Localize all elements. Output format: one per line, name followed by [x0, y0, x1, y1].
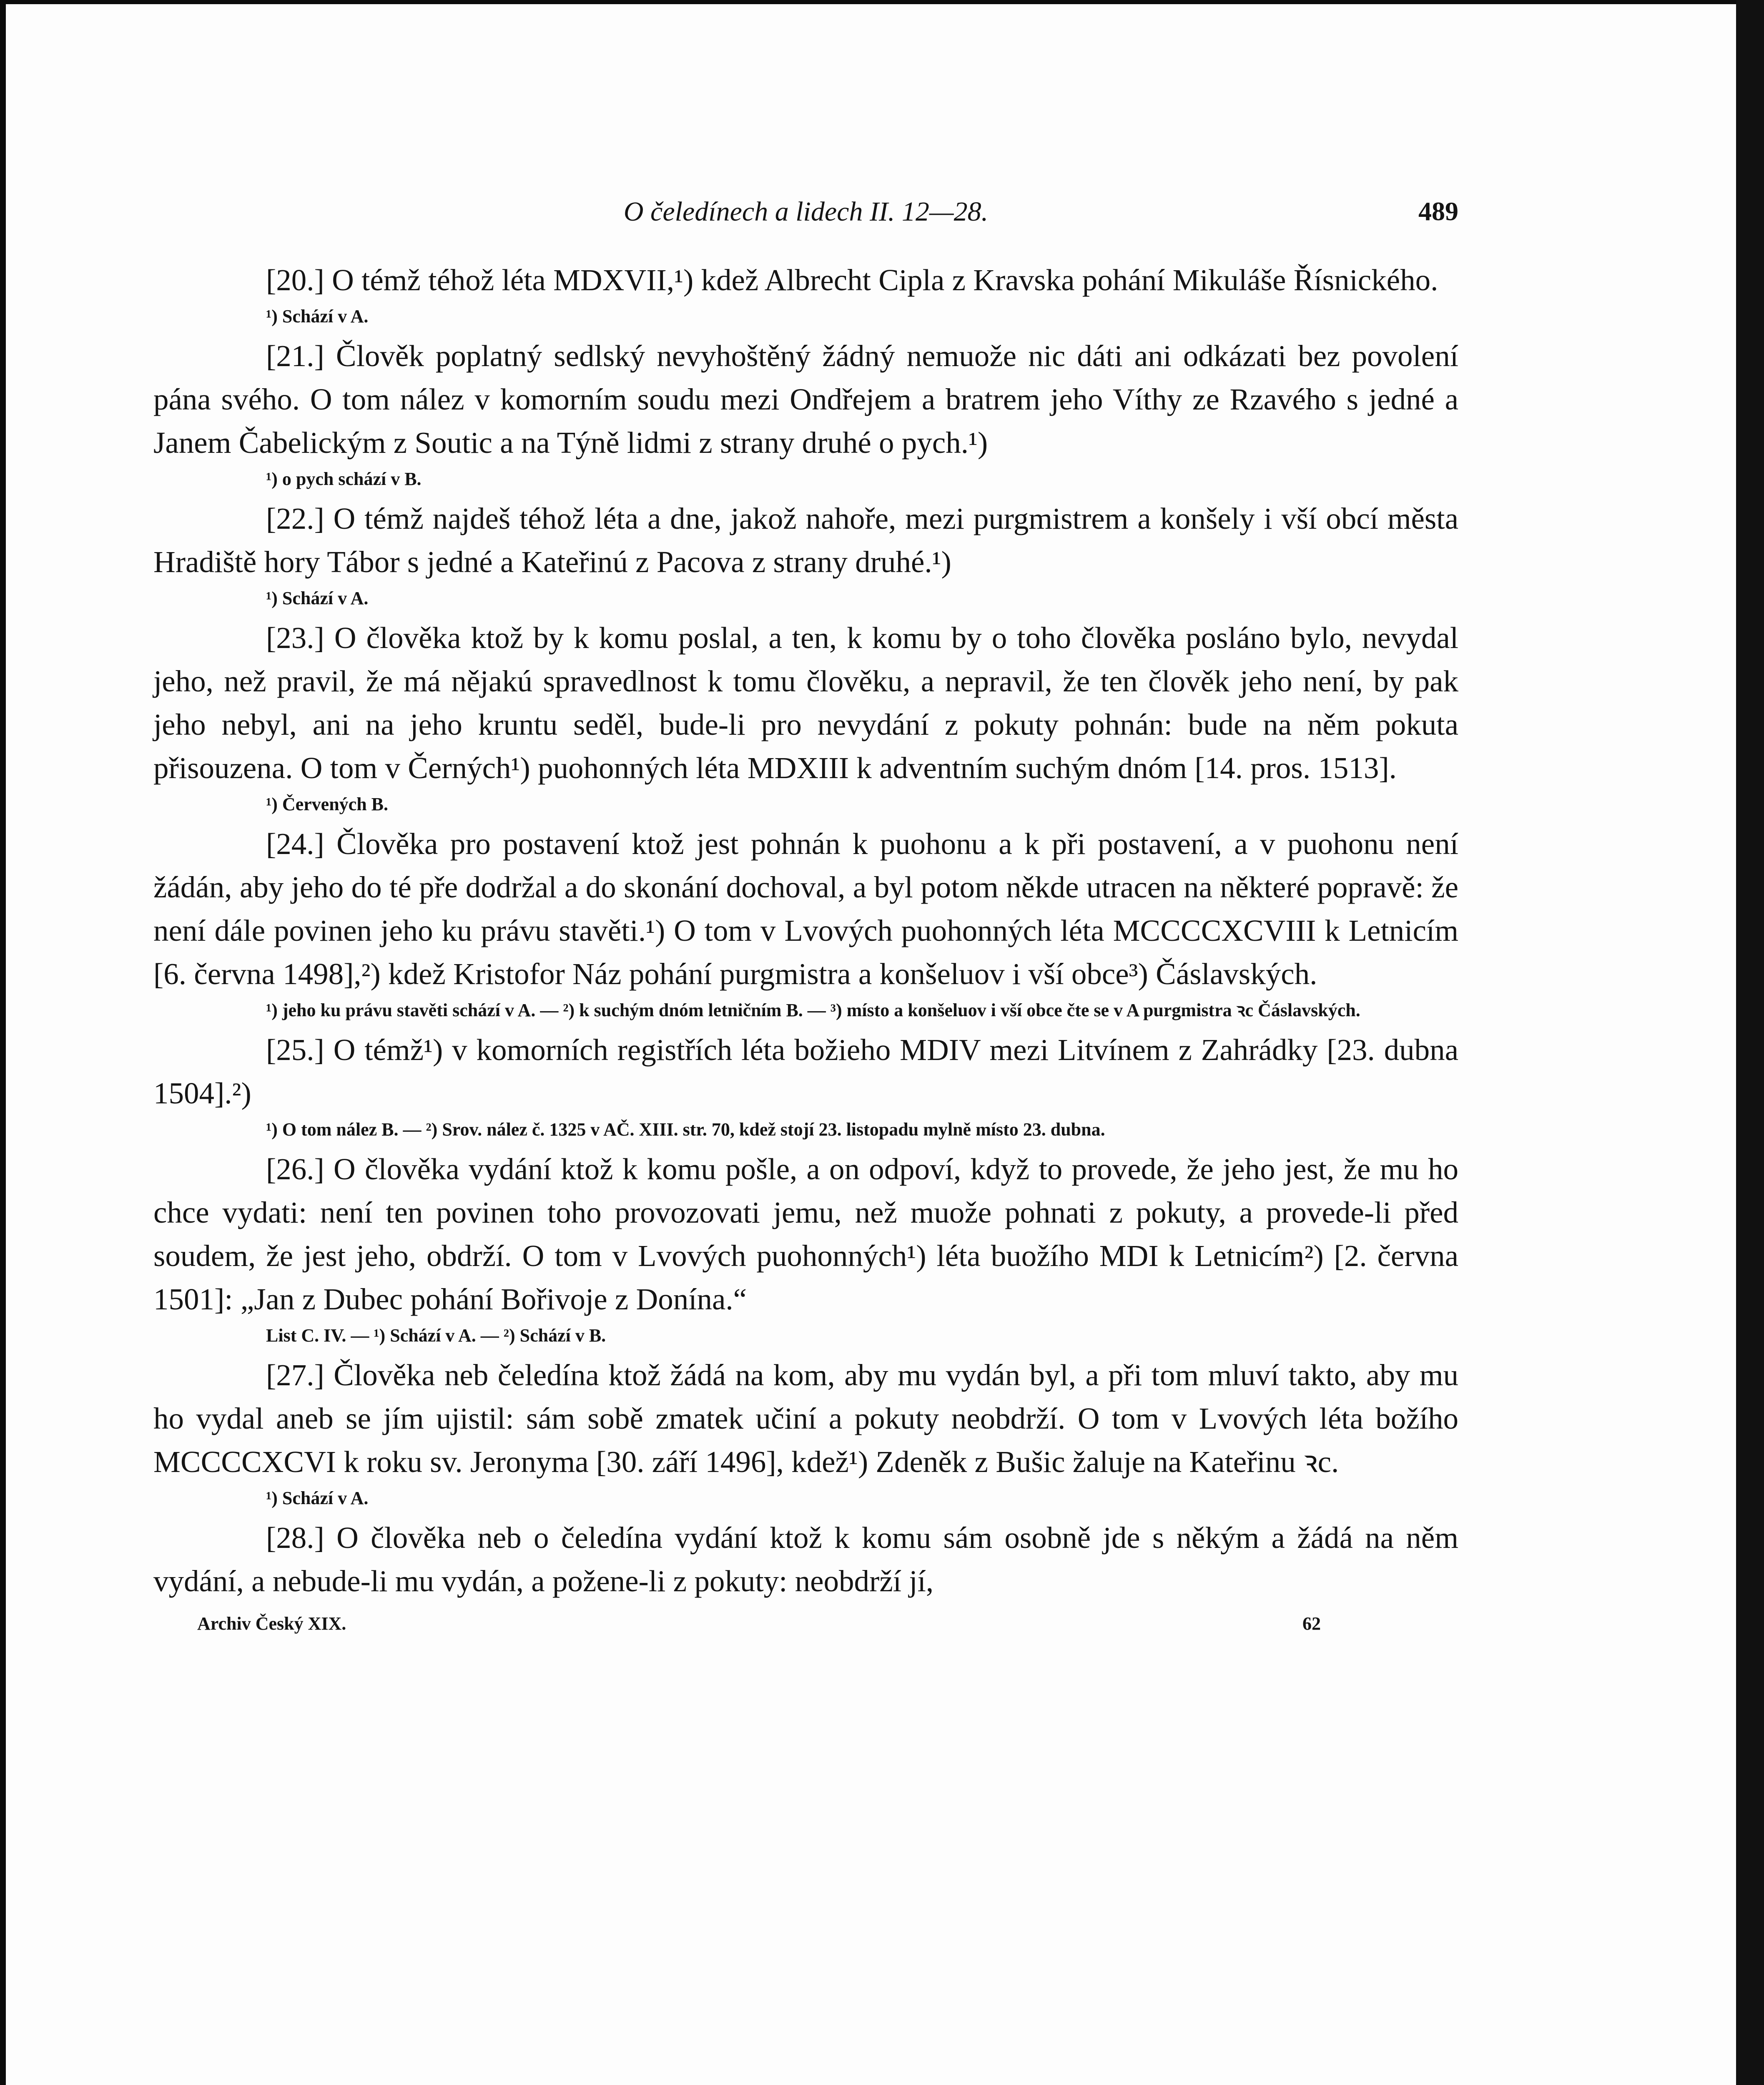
footnote: ¹) jeho ku právu stavěti schází v A. — ²) k suchým dnóm letničním B. — ³) místo a konšeluov i vší obce čte se v A purgmistra ꝛc Čáslavských. [266, 1000, 1360, 1020]
scan-edge [1736, 0, 1764, 2085]
running-title: O čeledínech a lidech II. 12—28. [623, 196, 989, 227]
section-26 [153, 1148, 1458, 1350]
section-20 [153, 259, 1458, 331]
footnote: ¹) Červených B. [266, 794, 389, 814]
section-24 [153, 822, 1458, 1025]
footnote: ¹) Schází v A. [266, 1488, 369, 1508]
archive-title: Archiv Český XIX. [197, 1613, 346, 1634]
footnote: ¹) Schází v A. [266, 588, 369, 608]
page-number: 489 [1418, 196, 1458, 226]
paragraph: [21.] Člověk poplatný sedlský nevyhoštěný žádný nemuože nic dáti ani odkázati bez povolení pána svého. O tom nález v komorním soudu mezi Ondřejem a bratrem jeho Víthy ze Rzavého s jedné a Janem Čabelickým z Soutic a na Týně lidmi z strany druhé o pych.¹) [153, 339, 1458, 460]
paragraph: [26.] O člověka vydání ktož k komu pošle, a on odpoví, když to provede, že jeho jest, že mu ho chce vydati: není ten povinen toho provozovati jemu, než muože pohnati z pokuty, a provede-li před soudem, že jest jeho, obdrží. O tom v Lvových puohonných¹) léta buožího MDI k Letnicím²) [2. června 1501]: „Jan z Dubec pohání Bořivoje z Donína.“ [153, 1152, 1458, 1316]
section-27 [153, 1354, 1458, 1513]
section-22 [153, 497, 1458, 613]
paragraph: [28.] O člověka neb o čeledína vydání ktož k komu sám osobně jde s někým a žádá na něm vydání, a nebude-li mu vydán, a požene-li z pokuty: neobdrží jí, [153, 1521, 1458, 1598]
section-25 [153, 1028, 1458, 1144]
section-21 [153, 334, 1458, 494]
footnote: List C. IV. — ¹) Schází v A. — ²) Schází v B. [266, 1325, 606, 1346]
paragraph: [27.] Člověka neb čeledína ktož žádá na kom, aby mu vydán byl, a při tom mluví takto, aby mu ho vydal aneb se jím ujistil: sám sobě zmatek učiní a pokuty neobdrží. O tom v Lvových léta božího MCCCCXCVI k roku sv. Jeronyma [30. září 1496], kdež¹) Zdeněk z Bušic žaluje na Kateřinu ꝛc. [153, 1358, 1458, 1479]
page-footer [153, 1613, 1458, 1642]
section-23 [153, 616, 1458, 819]
paragraph: [20.] O témž téhož léta MDXVII,¹) kdež Albrecht Cipla z Kravska pohání Mikuláše Řísnického. [266, 263, 1438, 297]
paragraph: [23.] O člověka ktož by k komu poslal, a ten, k komu by o toho člověka posláno bylo, nevydal jeho, než pravil, že má nějakú spravedlnost k tomu člověku, a nepravil, že ten člověk jeho není, by pak jeho nebyl, ani na jeho kruntu seděl, bude-li pro nevydání z pokuty pohnán: bude na něm pokuta přisouzena. O tom v Černých¹) puohonných léta MDXIII k adventním suchým dnóm [14. pros. 1513]. [153, 621, 1458, 785]
paragraph: [25.] O témž¹) v komorních registřích léta božieho MDIV mezi Litvínem z Zahrádky [23. dubna 1504].²) [153, 1033, 1458, 1110]
running-header [153, 196, 1458, 229]
footnote: ¹) Schází v A. [266, 306, 369, 327]
footnote: ¹) o pych schází v B. [266, 469, 422, 489]
footnote: ¹) O tom nález B. — ²) Srov. nález č. 1325 v AČ. XIII. str. 70, kdež stojí 23. listopadu mylně místo 23. dubna. [266, 1119, 1105, 1140]
signature-mark: 62 [1302, 1613, 1321, 1634]
paragraph: [24.] Člověka pro postavení ktož jest pohnán k puohonu a k při postavení, a v puohonu není žádán, aby jeho do té pře dodržal a do skonání dochoval, a byl potom někde utracen na některé popravě: že není dále povinen jeho ku právu stavěti.¹) O tom v Lvových puohonných léta MCCCCXCVIII k Letnicím [6. června 1498],²) kdež Kristofor Náz pohání purgmistra a konšeluov i vší obce³) Čáslavských. [153, 827, 1458, 991]
section-28 [153, 1516, 1458, 1603]
paragraph: [22.] O témž najdeš téhož léta a dne, jakož nahoře, mezi purgmistrem a konšely i vší obcí města Hradiště hory Tábor s jedné a Kateřinú z Pacova z strany druhé.¹) [153, 502, 1458, 579]
page-content [153, 196, 1458, 1642]
